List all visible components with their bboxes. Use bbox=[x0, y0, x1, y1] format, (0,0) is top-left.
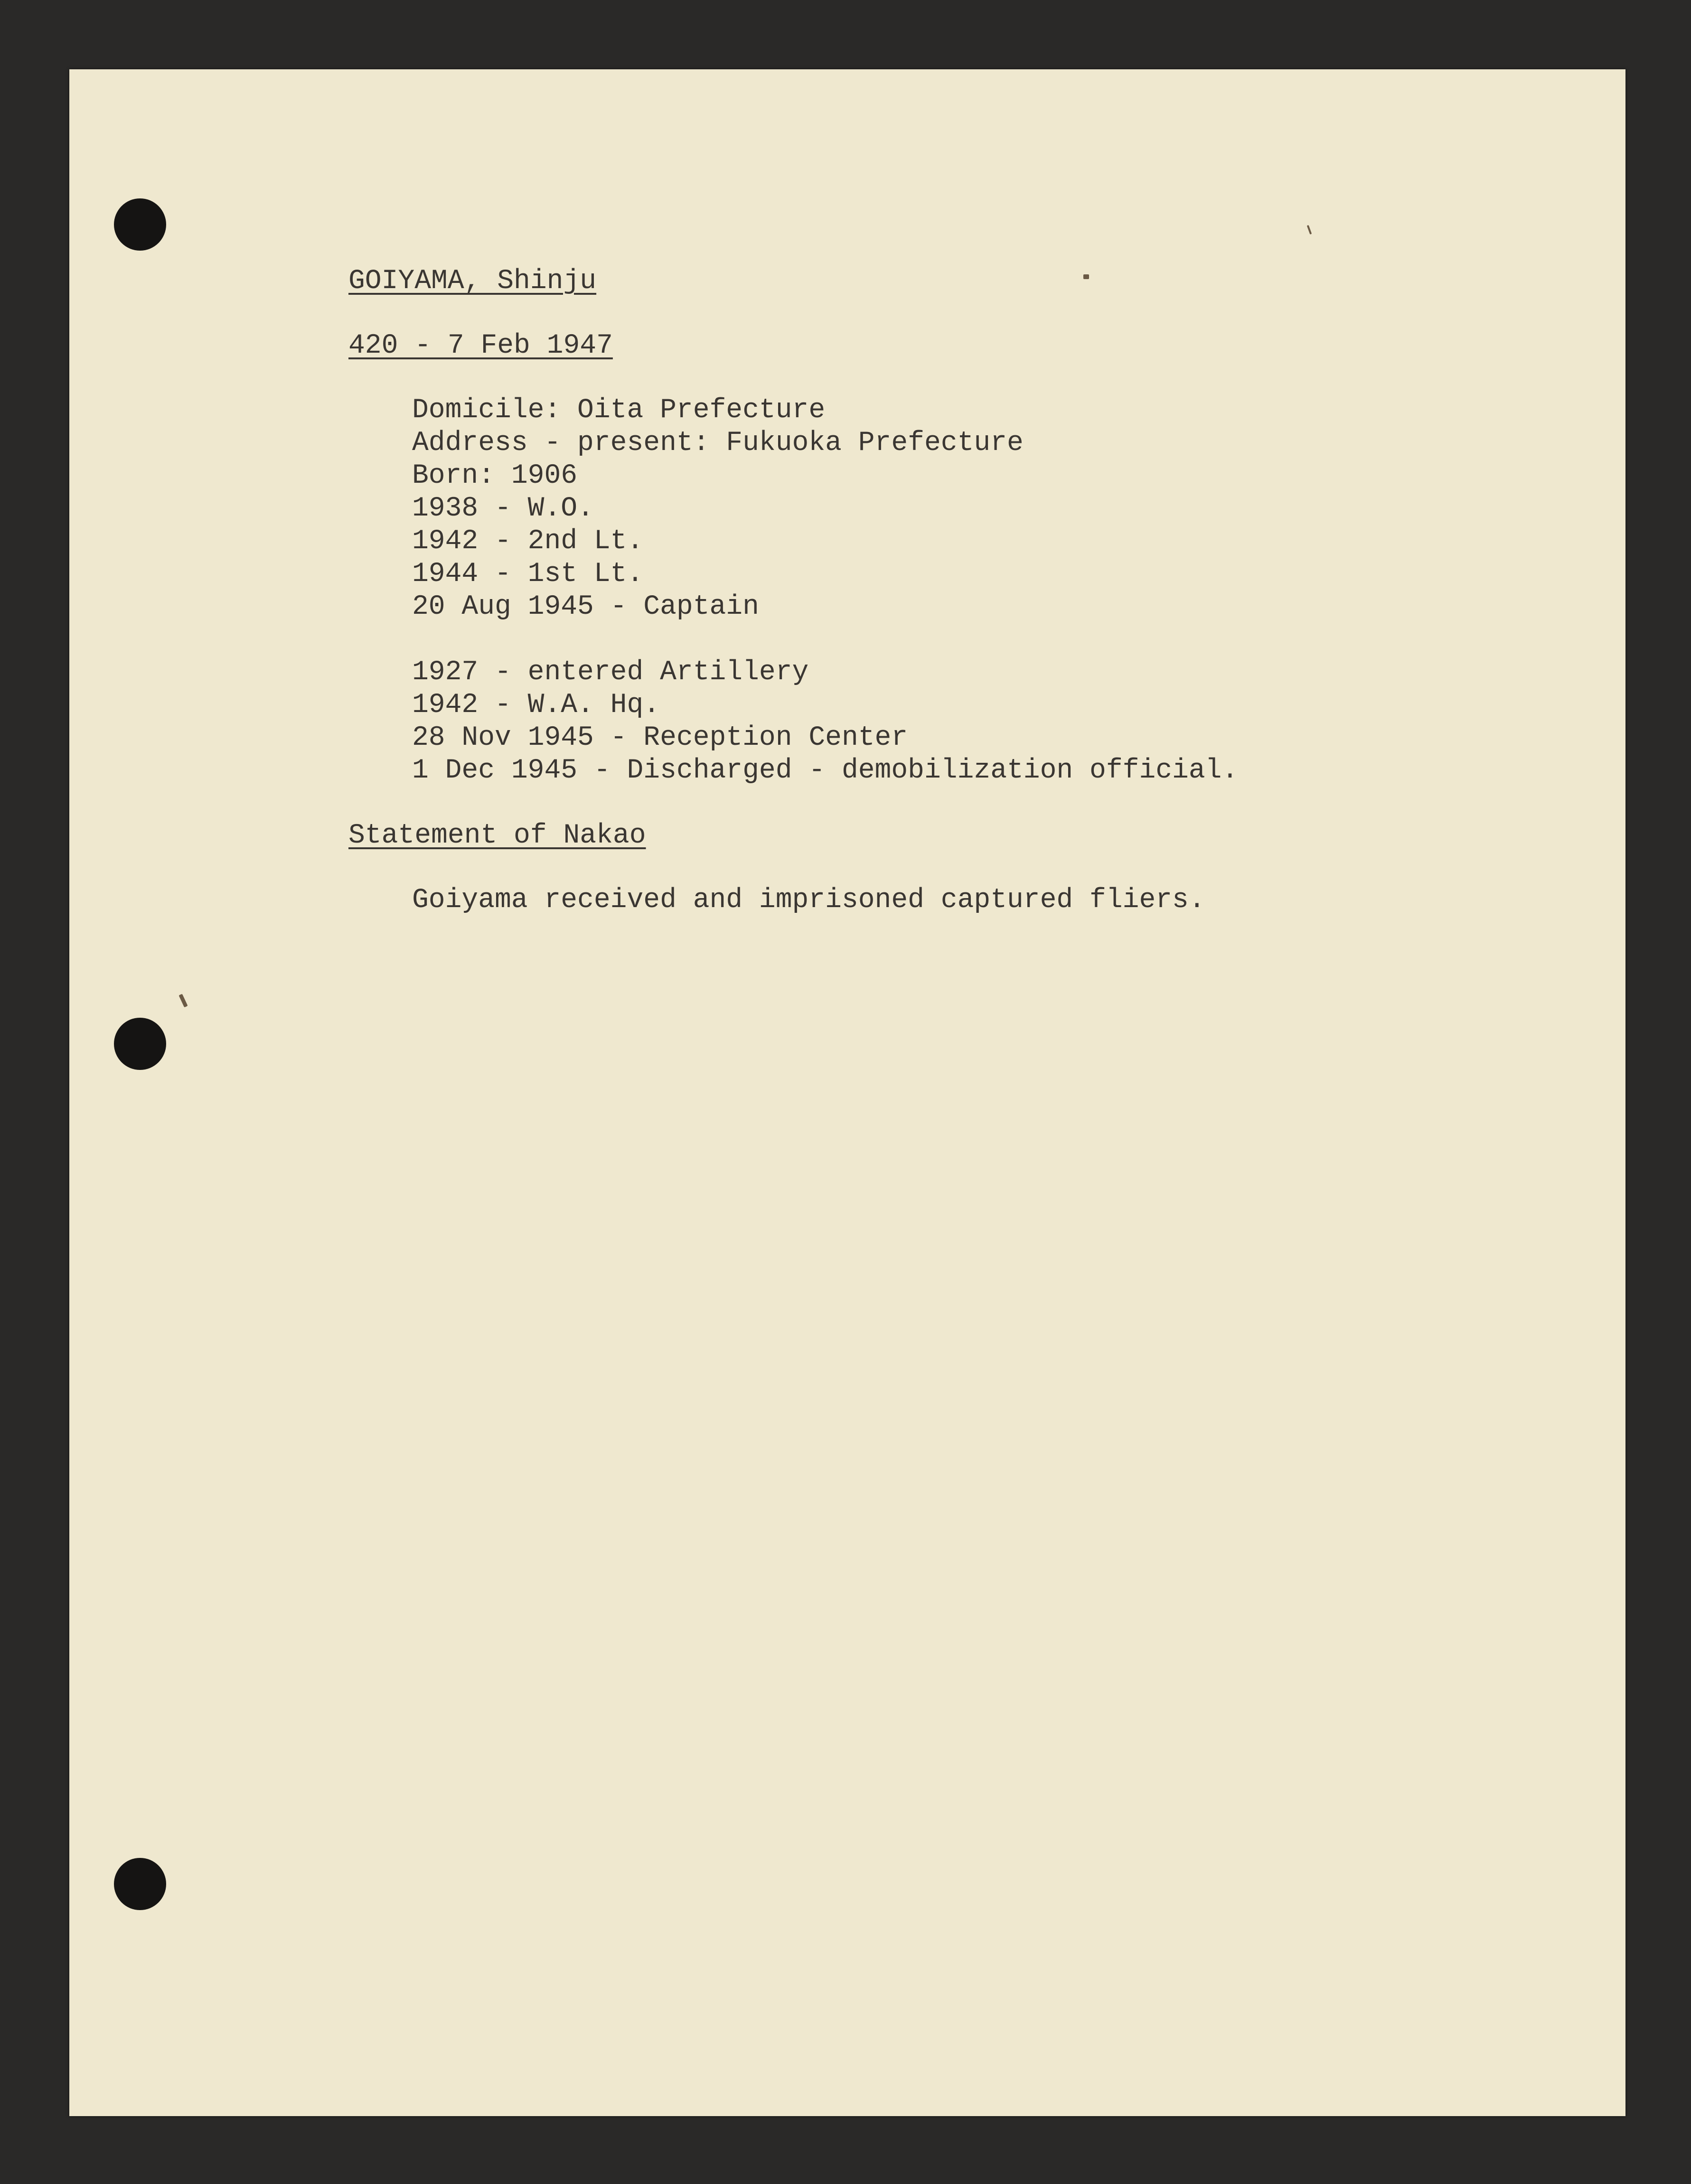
punch-hole-top bbox=[114, 198, 166, 251]
paper-sheet bbox=[69, 69, 1625, 2116]
paper-speck bbox=[1083, 274, 1089, 279]
rank-line: 1942 - 2nd Lt. bbox=[412, 526, 644, 557]
service-line: 28 Nov 1945 - Reception Center bbox=[412, 722, 908, 753]
statement-heading: Statement of Nakao bbox=[348, 820, 646, 851]
document-reference: 420 - 7 Feb 1947 bbox=[348, 330, 613, 361]
punch-hole-bottom bbox=[114, 1858, 166, 1910]
service-line: 1 Dec 1945 - Discharged - demobilization official. bbox=[412, 755, 1239, 786]
born-line: Born: 1906 bbox=[412, 460, 578, 491]
service-line: 1927 - entered Artillery bbox=[412, 657, 809, 688]
domicile-line: Domicile: Oita Prefecture bbox=[412, 395, 826, 426]
paper-speck bbox=[178, 994, 188, 1008]
address-line: Address - present: Fukuoka Prefecture bbox=[412, 428, 1024, 459]
rank-line: 20 Aug 1945 - Captain bbox=[412, 591, 759, 622]
service-line: 1942 - W.A. Hq. bbox=[412, 690, 660, 721]
punch-hole-middle bbox=[114, 1018, 166, 1070]
name-heading: GOIYAMA, Shinju bbox=[348, 266, 597, 297]
statement-text: Goiyama received and imprisoned captured fliers. bbox=[412, 885, 1205, 916]
rank-line: 1944 - 1st Lt. bbox=[412, 559, 644, 590]
rank-line: 1938 - W.O. bbox=[412, 493, 594, 524]
paper-speck bbox=[1307, 225, 1312, 234]
